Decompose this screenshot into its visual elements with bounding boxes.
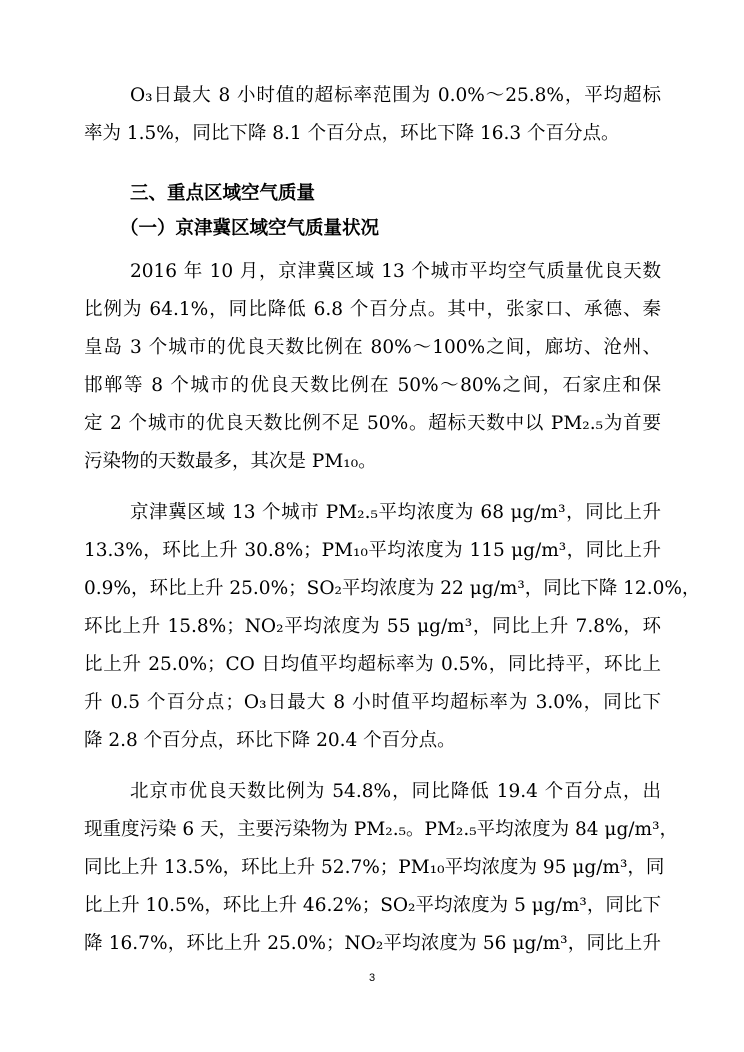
text-line: 降 16.7%，环比上升 25.0%；NO₂平均浓度为 56 μg/m³，同比上升 xyxy=(84,933,661,954)
text-line: 比上升 10.5%，环比上升 46.2%；SO₂平均浓度为 5 μg/m³，同比下 xyxy=(84,895,661,916)
text-line: 比例为 64.1%，同比降低 6.8 个百分点。其中，张家口、承德、秦 xyxy=(84,299,661,320)
text-line: 降 2.8 个百分点，环比下降 20.4 个百分点。 xyxy=(84,730,456,751)
text-line: 北京市优良天数比例为 54.8%，同比降低 19.4 个百分点，出 xyxy=(130,781,661,802)
text-line: 皇岛 3 个城市的优良天数比例在 80%～100%之间，廊坊、沧州、 xyxy=(84,337,661,358)
text-line: 同比上升 13.5%，环比上升 52.7%；PM₁₀平均浓度为 95 μg/m³，同 xyxy=(84,857,665,878)
text-line: 京津冀区域 13 个城市 PM₂.₅平均浓度为 68 μg/m³，同比上升 xyxy=(130,502,661,523)
text-line: 污染物的天数最多，其次是 PM₁₀。 xyxy=(84,451,377,472)
section-heading: 三、重点区域空气质量 xyxy=(130,183,316,204)
text-line: 升 0.5 个百分点；O₃日最大 8 小时值平均超标率为 3.0%，同比下 xyxy=(84,692,661,713)
text-line: 定 2 个城市的优良天数比例不足 50%。超标天数中以 PM₂.₅为首要 xyxy=(84,413,661,434)
subsection-heading: （一）京津冀区域空气质量状况 xyxy=(120,218,380,239)
text-line: 0.9%，环比上升 25.0%；SO₂平均浓度为 22 μg/m³，同比下降 12.0%， xyxy=(84,578,701,599)
text-line: 环比上升 15.8%；NO₂平均浓度为 55 μg/m³，同比上升 7.8%，环 xyxy=(84,616,661,637)
text-line: 现重度污染 6 天，主要污染物为 PM₂.₅。PM₂.₅平均浓度为 84 μg/m³， xyxy=(84,819,678,840)
text-line: 2016 年 10 月，京津冀区域 13 个城市平均空气质量优良天数 xyxy=(130,261,661,282)
text-line: 邯郸等 8 个城市的优良天数比例在 50%～80%之间，石家庄和保 xyxy=(84,375,661,396)
text-line: O₃日最大 8 小时值的超标率范围为 0.0%～25.8%，平均超标 xyxy=(130,85,661,106)
text-line: 比上升 25.0%；CO 日均值平均超标率为 0.5%，同比持平，环比上 xyxy=(84,654,661,675)
text-line: 率为 1.5%，同比下降 8.1 个百分点，环比下降 16.3 个百分点。 xyxy=(84,123,620,144)
text-line: 13.3%，环比上升 30.8%；PM₁₀平均浓度为 115 μg/m³，同比上升 xyxy=(84,540,661,561)
page-number: 3 xyxy=(368,972,376,984)
